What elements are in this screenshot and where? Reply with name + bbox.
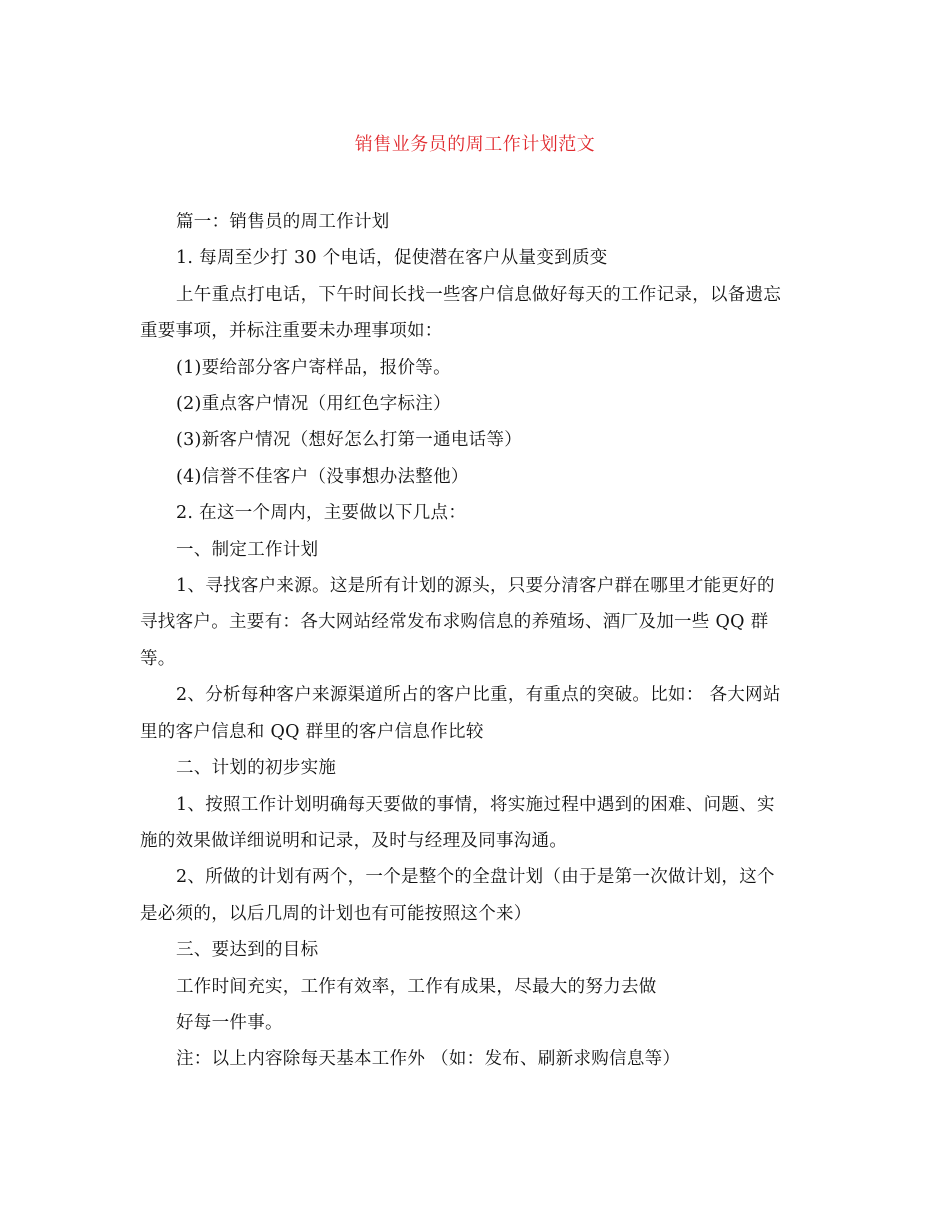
text-line: 重要事项，并标注重要未办理事项如： (140, 321, 443, 342)
document-body (140, 204, 812, 1078)
text-line: 等。 (140, 648, 176, 669)
text-line: 三、要达到的目标 (176, 940, 319, 961)
text-line: 2、分析每种客户来源渠道所占的客户比重，有重点的突破。比如： 各大网站 (176, 685, 781, 706)
text-line: 1、按照工作计划明确每天要做的事情，将实施过程中遇到的困难、问题、实 (176, 794, 775, 815)
text-line: (1)要给部分客户寄样品，报价等。 (176, 357, 451, 378)
text-line: 一、制定工作计划 (176, 539, 319, 560)
text-line: 是必须的，以后几周的计划也有可能按照这个来） (140, 903, 532, 924)
text-line: 上午重点打电话，下午时间长找一些客户信息做好每天的工作记录，以备遗忘 (176, 284, 782, 305)
text-line: (4)信誉不佳客户（没事想办法整他） (176, 466, 469, 487)
text-line: 施的效果做详细说明和记录，及时与经理及同事沟通。 (140, 830, 568, 851)
text-line: 工作时间充实，工作有效率，工作有成果，尽最大的努力去做 (176, 976, 657, 997)
page-title: 销售业务员的周工作计划范文 (354, 134, 596, 155)
text-line: (3)新客户情况（想好怎么打第一通电话等） (176, 430, 523, 451)
text-line: 2. 在这一个周内，主要做以下几点： (176, 503, 467, 524)
text-line: 1. 每周至少打 30 个电话，促使潜在客户从量变到质变 (176, 248, 608, 269)
text-line: 二、计划的初步实施 (176, 758, 337, 779)
text-line: 篇一：销售员的周工作计划 (176, 212, 390, 232)
text-line: 1、寻找客户来源。这是所有计划的源头，只要分清客户群在哪里才能更好的 (176, 576, 775, 597)
text-line: 注：以上内容除每天基本工作外 （如：发布、刷新求购信息等） (176, 1049, 681, 1070)
text-line: 寻找客户。主要有：各大网站经常发布求购信息的养殖场、酒厂及加一些 QQ 群 (140, 612, 769, 633)
text-line: 好每一件事。 (176, 1012, 283, 1033)
text-line: 2、所做的计划有两个，一个是整个的全盘计划（由于是第一次做计划，这个 (176, 867, 775, 888)
text-line: (2)重点客户情况（用红色字标注） (176, 394, 451, 415)
text-line: 里的客户信息和 QQ 群里的客户信息作比较 (140, 721, 484, 742)
